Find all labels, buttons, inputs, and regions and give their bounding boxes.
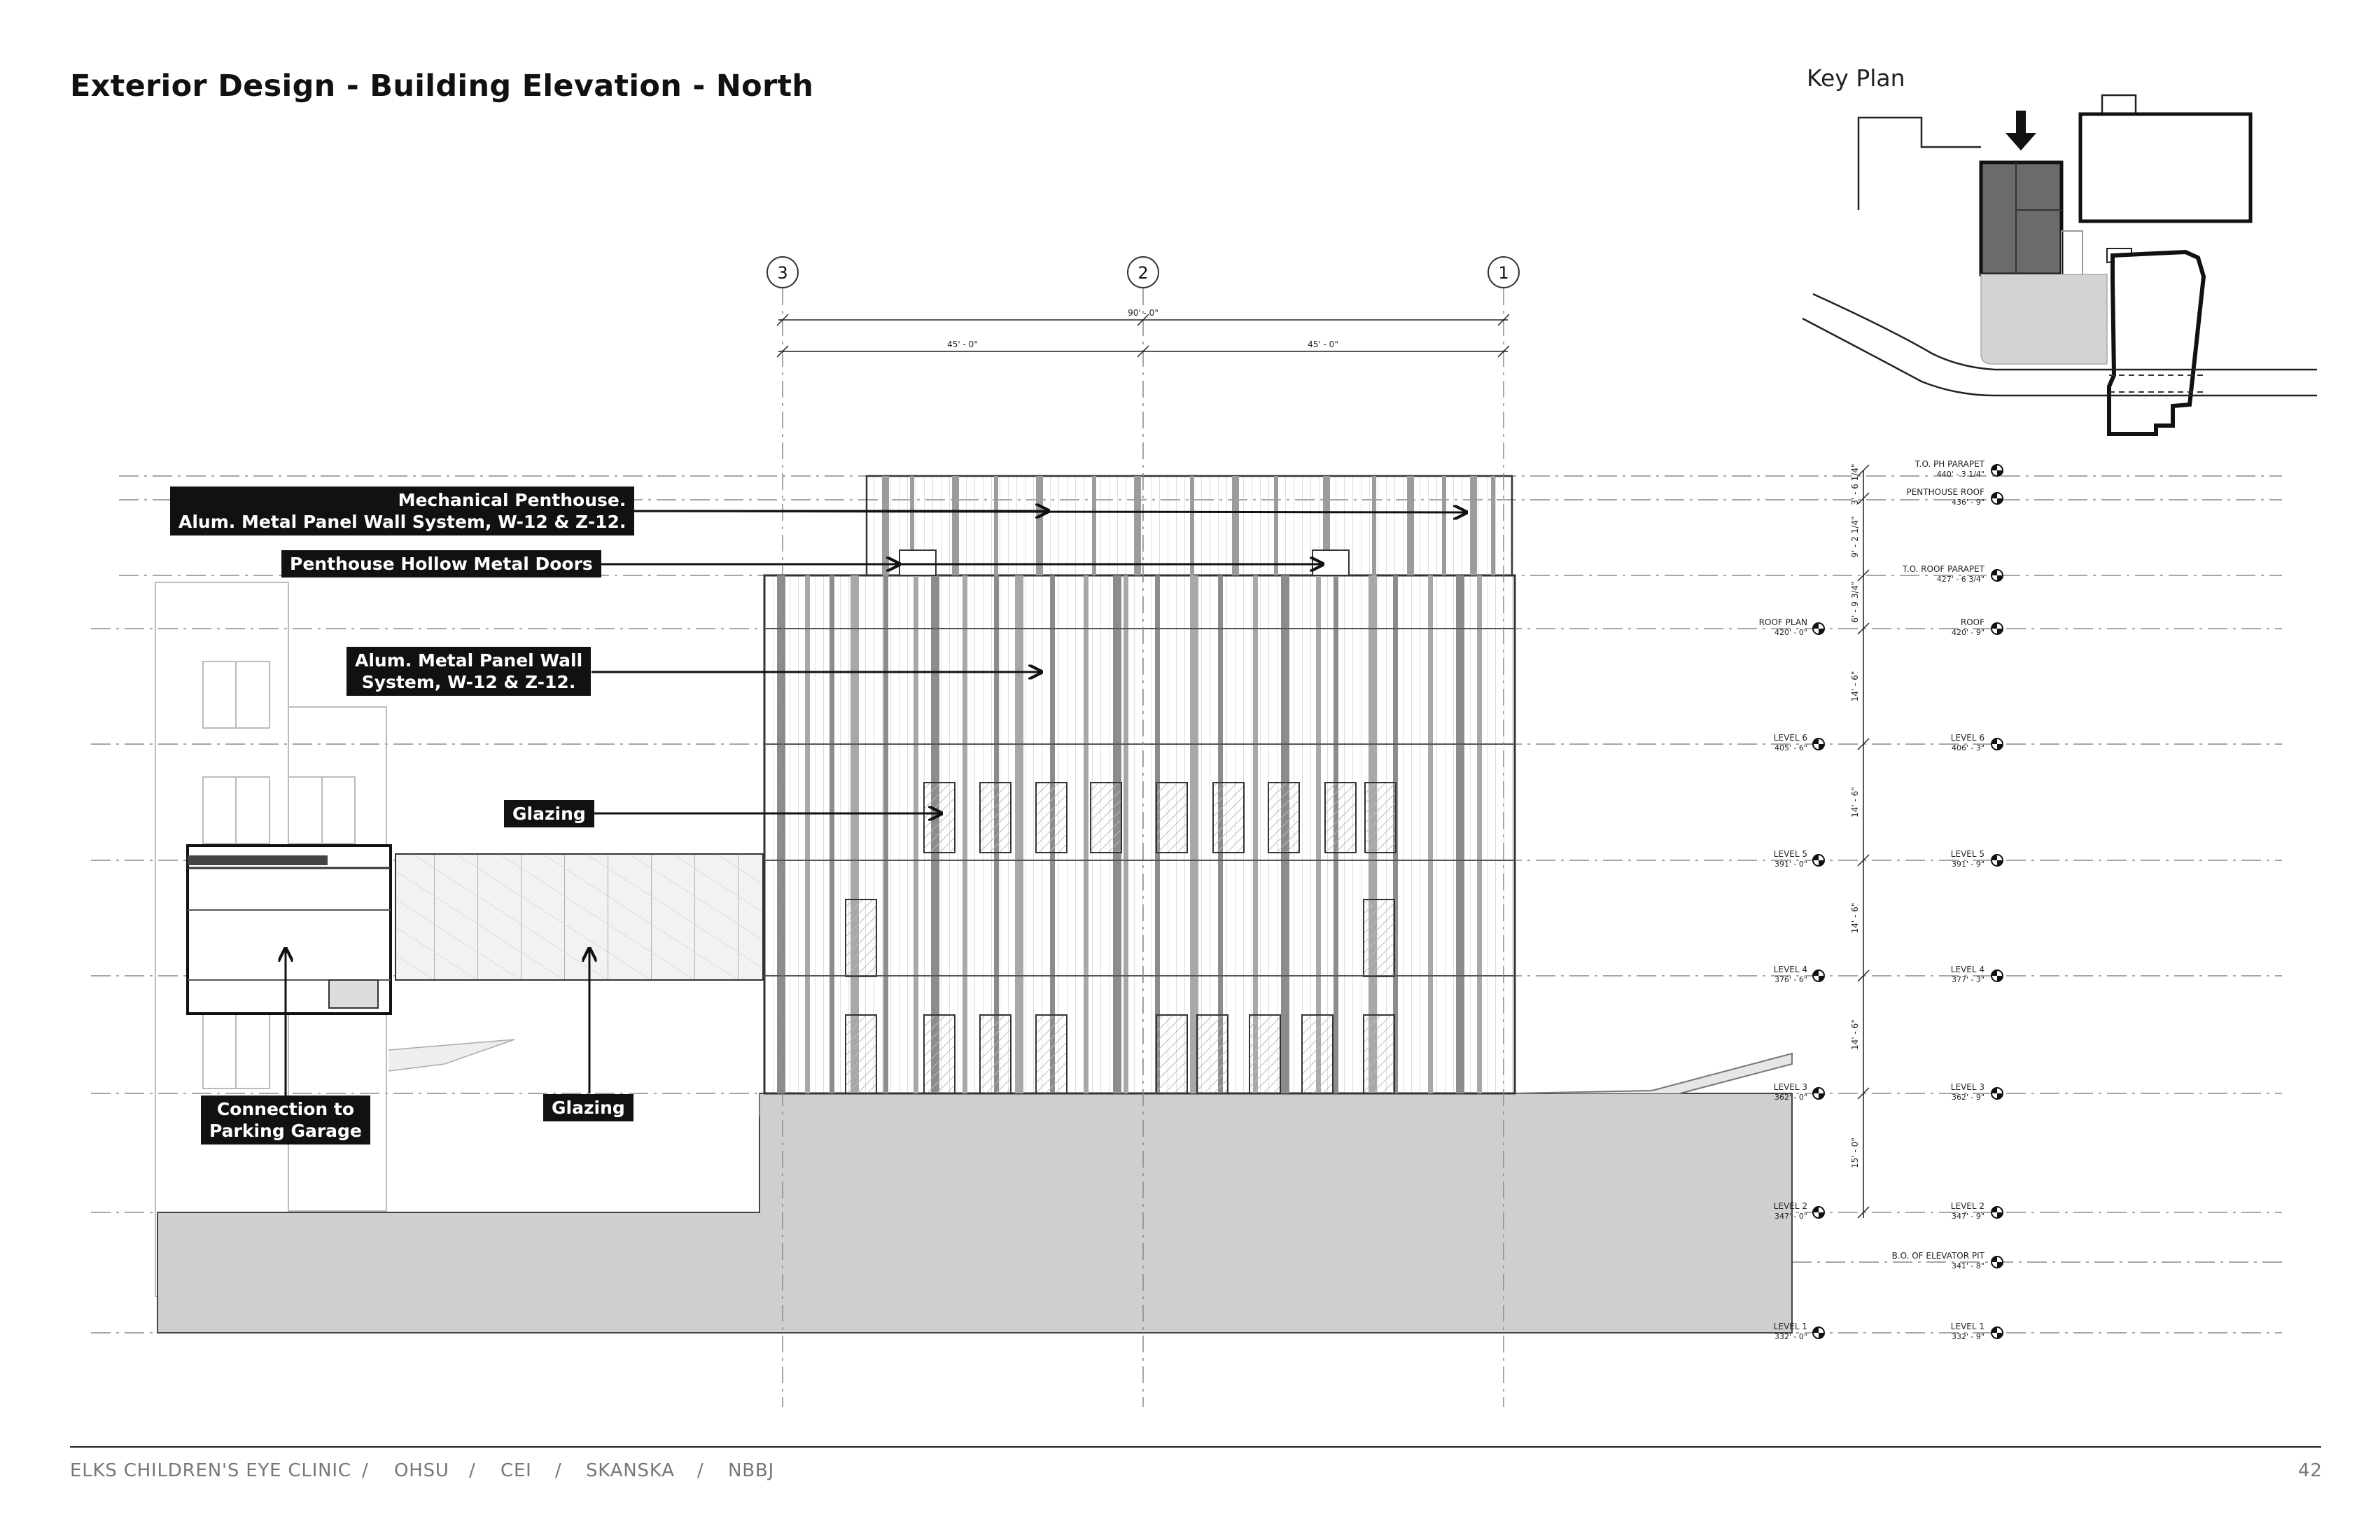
level-elevation-right: 391' - 9" [1951,860,1984,869]
level-name-left: LEVEL 6 [1773,733,1807,743]
penthouse-fin [1470,476,1477,575]
level-elevation-right: 427' - 6 3/4" [1936,575,1984,584]
ground-base [158,1093,1792,1333]
level-elevation-right: 341' - 8" [1951,1261,1984,1270]
facade-fin [962,575,967,1093]
vertical-dimension-label: 3' - 6 1/4" [1850,463,1860,505]
window [1156,783,1187,853]
level-name-left: ROOF PLAN [1758,617,1807,627]
level-name-left: LEVEL 5 [1773,849,1807,859]
callout-glazing-upper [504,800,594,827]
window [1325,783,1356,853]
level-name-right: ROOF [1960,617,1984,627]
penthouse-fin [1036,476,1043,575]
penthouse-fin [1491,476,1495,575]
level-name-right: LEVEL 6 [1950,733,1984,743]
vertical-dimension-labels [1850,463,1869,1218]
key-plan-title: Key Plan [1807,64,1905,92]
callout-metal-panel-line1: Alum. Metal Panel Wall [355,650,583,671]
facade-fin [1428,575,1433,1093]
level-name-right: B.O. OF ELEVATOR PIT [1891,1251,1984,1261]
callout-metal-panel-line2: System, W-12 & Z-12. [361,672,576,692]
grid-bubble-2: 2 [1138,263,1149,283]
level-elevation-left: 405' - 6" [1774,743,1807,752]
facade-fin [913,575,918,1093]
vertical-dimension-label: 14' - 6" [1850,671,1860,702]
footer-rule [70,1446,2321,1448]
level-name-left: LEVEL 1 [1773,1322,1807,1331]
facade-fin [1124,575,1128,1093]
footer-owner: OHSU [394,1460,449,1481]
facade-fin [830,575,834,1093]
footer-separator: / [555,1460,562,1481]
callout-connection-line1: Connection to [216,1099,355,1119]
level-elevation-left: 420' - 0" [1774,628,1807,637]
footer-client: CEI [500,1460,532,1481]
penthouse-fin [952,476,959,575]
window [846,1015,876,1093]
level-elevation-right: 406' - 3" [1951,743,1984,752]
footer-contractor: SKANSKA [586,1460,675,1481]
dim-bay-right: 45' - 0" [1308,340,1338,349]
callout-connection-parking [201,1096,370,1144]
callout-glazing-bridge [543,1094,634,1121]
facade-fin [1015,575,1023,1093]
vertical-dimension-label: 14' - 6" [1850,1019,1860,1050]
window [1091,783,1121,853]
grid-bubble-1: 1 [1498,263,1509,283]
level-elevation-right: 436' - 9" [1951,498,1984,507]
level-name-left: LEVEL 3 [1773,1082,1807,1092]
level-name-right: PENTHOUSE ROOF [1906,487,1984,497]
page-number: 42 [2298,1460,2323,1481]
level-name-right: T.O. ROOF PARAPET [1902,564,1984,574]
penthouse-fin [1232,476,1239,575]
level-name-right: LEVEL 2 [1950,1201,1984,1211]
facade-fin [1477,575,1482,1093]
level-name-right: T.O. PH PARAPET [1914,459,1984,469]
facade-fin [1456,575,1464,1093]
level-elevation-right: 377' - 3" [1951,975,1984,984]
penthouse-fin [994,476,998,575]
window [1364,1015,1394,1093]
window [1365,783,1396,853]
level-elevation-left: 376' - 6" [1774,975,1807,984]
callout-metal-panel-wall [346,647,591,696]
key-plan [1802,95,2317,434]
level-elevation-left: 362' - 0" [1774,1093,1807,1102]
window [980,1015,1011,1093]
dim-overall: 90' - 0" [1128,308,1158,318]
level-elevation-left: 391' - 0" [1774,860,1807,869]
callout-penthouse-doors-label: Penthouse Hollow Metal Doors [290,554,593,574]
vertical-dimension-label: 14' - 6" [1850,787,1860,818]
level-elevation-left: 332' - 0" [1774,1332,1807,1341]
level-name-right: LEVEL 4 [1950,965,1984,974]
footer-separator: / [469,1460,476,1481]
window [924,1015,955,1093]
level-elevation-right: 362' - 9" [1951,1093,1984,1102]
facade-fin [777,575,785,1093]
window [1036,1015,1067,1093]
levels-right [1892,459,2003,1341]
window [1197,1015,1228,1093]
footer-architect: NBBJ [728,1460,774,1481]
window [1156,1015,1187,1093]
page-title: Exterior Design - Building Elevation - North [70,69,814,104]
window [980,783,1011,853]
vertical-dimension-label: 9' - 2 1/4" [1850,516,1860,558]
level-name-right: LEVEL 1 [1950,1322,1984,1331]
level-name-right: LEVEL 3 [1950,1082,1984,1092]
north-arrow-icon [2005,111,2036,150]
penthouse-fin [1092,476,1096,575]
penthouse-fin [1190,476,1194,575]
penthouse-fin [1372,476,1376,575]
level-elevation-left: 347' - 0" [1774,1212,1807,1221]
level-elevation-right: 440' - 3 1/4" [1936,470,1984,479]
vertical-dimension-label: 6' - 9 3/4" [1850,581,1860,623]
penthouse-fin [1274,476,1278,575]
penthouse-fin [1134,476,1141,575]
penthouse-fin [1407,476,1414,575]
vertical-dimension-label: 14' - 6" [1850,902,1860,934]
level-name-right: LEVEL 5 [1950,849,1984,859]
level-elevation-right: 347' - 9" [1951,1212,1984,1221]
dim-bay-left: 45' - 0" [947,340,978,349]
window [924,783,955,853]
window [1036,783,1067,853]
facade-fin [1084,575,1088,1093]
penthouse-fin [1442,476,1446,575]
level-name-left: LEVEL 4 [1773,965,1807,974]
grid-bubble-3: 3 [777,263,788,283]
level-name-left: LEVEL 2 [1773,1201,1807,1211]
footer-separator: / [362,1460,369,1481]
window [1268,783,1299,853]
vertical-dimension-label: 15' - 0" [1850,1138,1860,1168]
footer-separator: / [697,1460,704,1481]
window [1364,899,1394,976]
window [846,899,876,976]
window [1213,783,1244,853]
facade-fin [883,575,888,1093]
window [1302,1015,1333,1093]
facade-fin [805,575,810,1093]
callout-penthouse-doors [281,550,601,578]
callout-mechanical-penthouse-line1: Mechanical Penthouse. [398,490,626,510]
callout-mechanical-penthouse [170,486,634,536]
callout-glazing-bridge-label: Glazing [552,1098,625,1118]
window [1250,1015,1280,1093]
level-elevation-right: 332' - 9" [1951,1332,1984,1341]
penthouse-fin [882,476,889,575]
callout-glazing-upper-label: Glazing [512,804,586,824]
skybridge [188,846,763,1014]
callout-connection-line2: Parking Garage [209,1121,362,1141]
callout-mechanical-penthouse-line2: Alum. Metal Panel Wall System, W-12 & Z-12. [178,512,626,532]
footer-project: ELKS CHILDREN'S EYE CLINIC [70,1460,351,1481]
level-elevation-right: 420' - 9" [1951,628,1984,637]
